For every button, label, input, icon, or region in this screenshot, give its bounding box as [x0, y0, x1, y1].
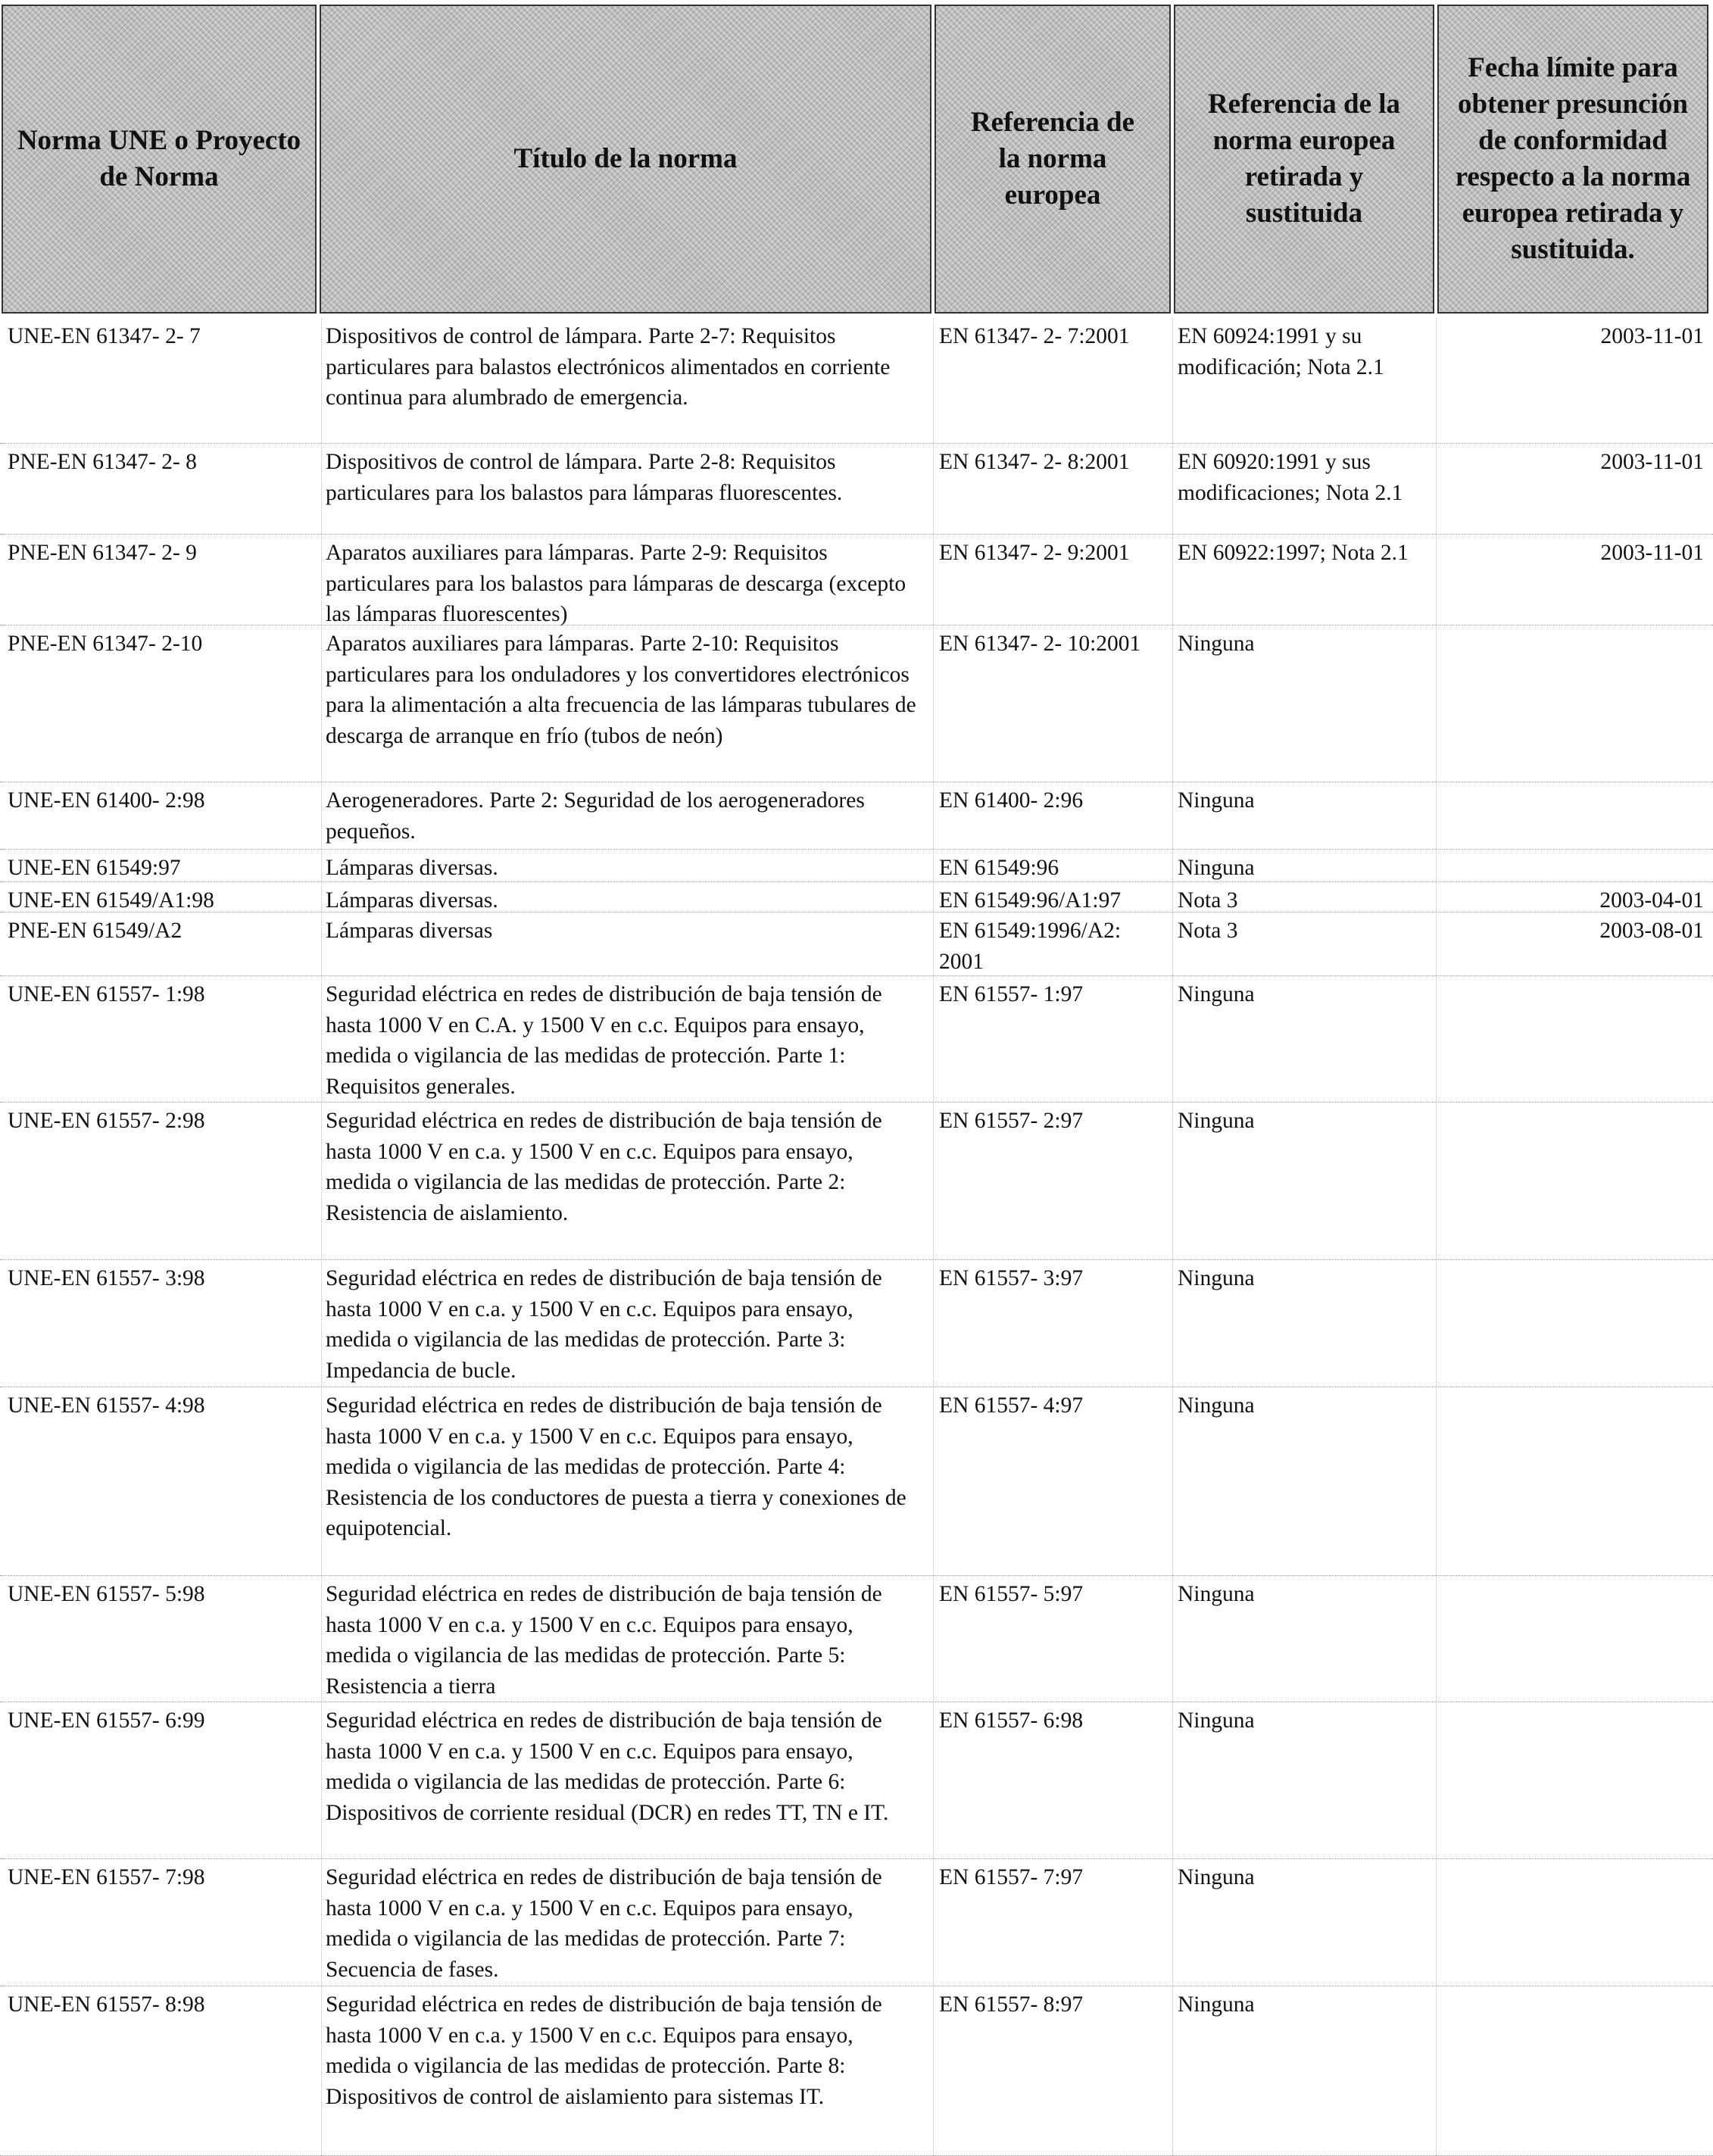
cell-retirada: Ninguna [1178, 1582, 1255, 1606]
cell-retirada: Nota 3 [1178, 888, 1238, 913]
cell-norma: UNE-EN 61557- 4:98 [8, 1393, 205, 1418]
cell-titulo: Dispositivos de control de lámpara. Parte 2-8: Requisitos particulares para los balastos para lámparas fluorescentes. [326, 450, 843, 505]
cell-referencia: EN 61557- 8:97 [939, 1992, 1084, 2017]
cell-titulo: Seguridad eléctrica en redes de distribución de baja tensión de hasta 1000 V en c.a. y 1500 V en c.c. Equipos para ensayo, medida o vigilancia de las medidas de protección. Parte 4: Resistencia de los conductores de puesta a tierra y conexiones de equipotencial. [326, 1393, 906, 1540]
table-row [0, 1579, 1713, 1702]
table-row [0, 447, 1713, 535]
cell-titulo: Aparatos auxiliares para lámparas. Parte 2-10: Requisitos particulares para los onduladores y los convertidores electrónicos para la alimentación a alta frecuencia de las lámparas tubulares de descarga de arranque en frío (tubos de neón) [326, 632, 916, 748]
table-row [0, 321, 1713, 444]
cell-norma: UNE-EN 61557- 1:98 [8, 982, 205, 1006]
table-row [0, 1390, 1713, 1576]
cell-norma: UNE-EN 61347- 2- 7 [8, 324, 201, 348]
cell-referencia: EN 61557- 1:97 [939, 982, 1084, 1006]
cell-norma: UNE-EN 61400- 2:98 [8, 788, 205, 813]
cell-referencia: EN 61347- 2- 10:2001 [939, 632, 1141, 656]
cell-retirada: Ninguna [1178, 1393, 1255, 1418]
cell-titulo: Dispositivos de control de lámpara. Parte 2-7: Requisitos particulares para balastos electrónicos alimentados en corriente continua para alumbrado de emergencia. [326, 324, 891, 410]
cell-titulo: Seguridad eléctrica en redes de distribución de baja tensión de hasta 1000 V en c.a. y 1500 V en c.c. Equipos para ensayo, medida o vigilancia de las medidas de protección. Parte 5: Resistencia a tierra [326, 1582, 882, 1699]
cell-retirada: Ninguna [1178, 1266, 1255, 1290]
cell-retirada: EN 60920:1991 y sus modificaciones; Nota 2.1 [1178, 450, 1403, 505]
cell-retirada: Nota 3 [1178, 919, 1238, 943]
cell-norma: PNE-EN 61347- 2- 8 [8, 450, 197, 474]
cell-titulo: Lámparas diversas. [326, 856, 498, 880]
table-row [0, 885, 1713, 913]
table-row [0, 979, 1713, 1103]
cell-retirada: Ninguna [1178, 982, 1255, 1006]
cell-retirada: Ninguna [1178, 1708, 1255, 1733]
cell-norma: UNE-EN 61557- 7:98 [8, 1865, 205, 1889]
cell-fecha: 2003-04-01 [1599, 888, 1704, 913]
cell-referencia: EN 61400- 2:96 [939, 788, 1084, 813]
cell-norma: UNE-EN 61557- 6:99 [8, 1708, 205, 1733]
table-row [0, 1862, 1713, 1986]
header-fecha-label: Fecha límite para obtener presunción de conformidad respecto a la norma europea retirada y sustituida. [1455, 52, 1691, 265]
table-row [0, 1705, 1713, 1859]
cell-norma: UNE-EN 61557- 3:98 [8, 1266, 205, 1290]
header-retirada-label: Referencia de la norma europea retirada y sustituida [1207, 89, 1401, 229]
cell-referencia: EN 61347- 2- 9:2001 [939, 541, 1130, 565]
header-norma [2, 5, 317, 314]
cell-norma: PNE-EN 61549/A2 [8, 919, 183, 943]
cell-referencia: EN 61557- 6:98 [939, 1708, 1084, 1733]
cell-norma: UNE-EN 61557- 2:98 [8, 1109, 205, 1133]
header-referencia-label: Referencia de la norma europea [970, 107, 1135, 211]
cell-norma: UNE-EN 61557- 5:98 [8, 1582, 205, 1606]
cell-norma: PNE-EN 61347- 2-10 [8, 632, 203, 656]
cell-referencia: EN 61557- 3:97 [939, 1266, 1084, 1290]
cell-referencia: EN 61347- 2- 7:2001 [939, 324, 1130, 348]
table-row [0, 1263, 1713, 1387]
cell-norma: UNE-EN 61549:97 [8, 856, 181, 880]
header-fecha [1437, 5, 1708, 314]
cell-titulo: Seguridad eléctrica en redes de distribución de baja tensión de hasta 1000 V en c.a. y 1500 V en c.c. Equipos para ensayo, medida o vigilancia de las medidas de protección. Parte 3: Impedancia de bucle. [326, 1266, 882, 1383]
cell-titulo: Lámparas diversas. [326, 888, 498, 913]
cell-referencia: EN 61557- 5:97 [939, 1582, 1084, 1606]
table-row [0, 1989, 1713, 2156]
header-titulo-label: Título de la norma [513, 143, 738, 174]
cell-retirada: Ninguna [1178, 788, 1255, 813]
cell-fecha: 2003-11-01 [1600, 324, 1704, 348]
cell-norma: UNE-EN 61549/A1:98 [8, 888, 214, 913]
cell-titulo: Seguridad eléctrica en redes de distribución de baja tensión de hasta 1000 V en c.a. y 1500 V en c.c. Equipos para ensayo, medida o vigilancia de las medidas de protección. Parte 8: Dispositivos de control de aislamiento para sistemas IT. [326, 1992, 882, 2109]
cell-retirada: EN 60924:1991 y su modificación; Nota 2.1 [1178, 324, 1384, 379]
cell-fecha: 2003-11-01 [1600, 450, 1704, 474]
header-norma-label: Norma UNE o Proyecto de Norma [17, 125, 301, 192]
cell-retirada: Ninguna [1178, 1992, 1255, 2017]
table-row [0, 1106, 1713, 1260]
cell-titulo: Aparatos auxiliares para lámparas. Parte 2-9: Requisitos particulares para los balastos para lámparas de descarga (excepto las lámparas fluorescentes) [326, 541, 906, 626]
cell-fecha: 2003-08-01 [1599, 919, 1704, 943]
cell-titulo: Seguridad eléctrica en redes de distribución de baja tensión de hasta 1000 V en c.a. y 1500 V en c.c. Equipos para ensayo, medida o vigilancia de las medidas de protección. Parte 2: Resistencia de aislamiento. [326, 1109, 882, 1225]
table-row [0, 538, 1713, 626]
table-row [0, 916, 1713, 976]
cell-referencia: EN 61557- 4:97 [939, 1393, 1084, 1418]
header-retirada [1174, 5, 1434, 314]
table-row [0, 785, 1713, 850]
cell-referencia: EN 61549:1996/A2: 2001 [939, 919, 1122, 974]
cell-titulo: Seguridad eléctrica en redes de distribución de baja tensión de hasta 1000 V en C.A. y 1500 V en c.c. Equipos para ensayo, medida o vigilancia de las medidas de protección. Parte 1: Requisitos generales. [326, 982, 882, 1099]
table-row [0, 629, 1713, 782]
cell-referencia: EN 61557- 2:97 [939, 1109, 1084, 1133]
cell-referencia: EN 61549:96 [939, 856, 1059, 880]
cell-titulo: Aerogeneradores. Parte 2: Seguridad de los aerogeneradores pequeños. [326, 788, 865, 844]
cell-titulo: Lámparas diversas [326, 919, 493, 943]
cell-referencia: EN 61347- 2- 8:2001 [939, 450, 1130, 474]
cell-fecha: 2003-11-01 [1600, 541, 1704, 565]
cell-retirada: Ninguna [1178, 1109, 1255, 1133]
header-titulo [320, 5, 931, 314]
cell-norma: UNE-EN 61557- 8:98 [8, 1992, 205, 2017]
cell-titulo: Seguridad eléctrica en redes de distribución de baja tensión de hasta 1000 V en c.a. y 1500 V en c.c. Equipos para ensayo, medida o vigilancia de las medidas de protección. Parte 6: Dispositivos de corriente residual (DCR) en redes TT, TN e IT. [326, 1708, 889, 1825]
table-header [0, 0, 1713, 318]
cell-referencia: EN 61549:96/A1:97 [939, 888, 1122, 913]
cell-retirada: EN 60922:1997; Nota 2.1 [1178, 541, 1409, 565]
cell-norma: PNE-EN 61347- 2- 9 [8, 541, 197, 565]
cell-retirada: Ninguna [1178, 856, 1255, 880]
cell-titulo: Seguridad eléctrica en redes de distribución de baja tensión de hasta 1000 V en c.a. y 1500 V en c.c. Equipos para ensayo, medida o vigilancia de las medidas de protección. Parte 7: Secuencia de fases. [326, 1865, 882, 1982]
cell-retirada: Ninguna [1178, 1865, 1255, 1889]
cell-referencia: EN 61557- 7:97 [939, 1865, 1084, 1889]
header-referencia [935, 5, 1171, 314]
cell-retirada: Ninguna [1178, 632, 1255, 656]
table-row [0, 853, 1713, 882]
